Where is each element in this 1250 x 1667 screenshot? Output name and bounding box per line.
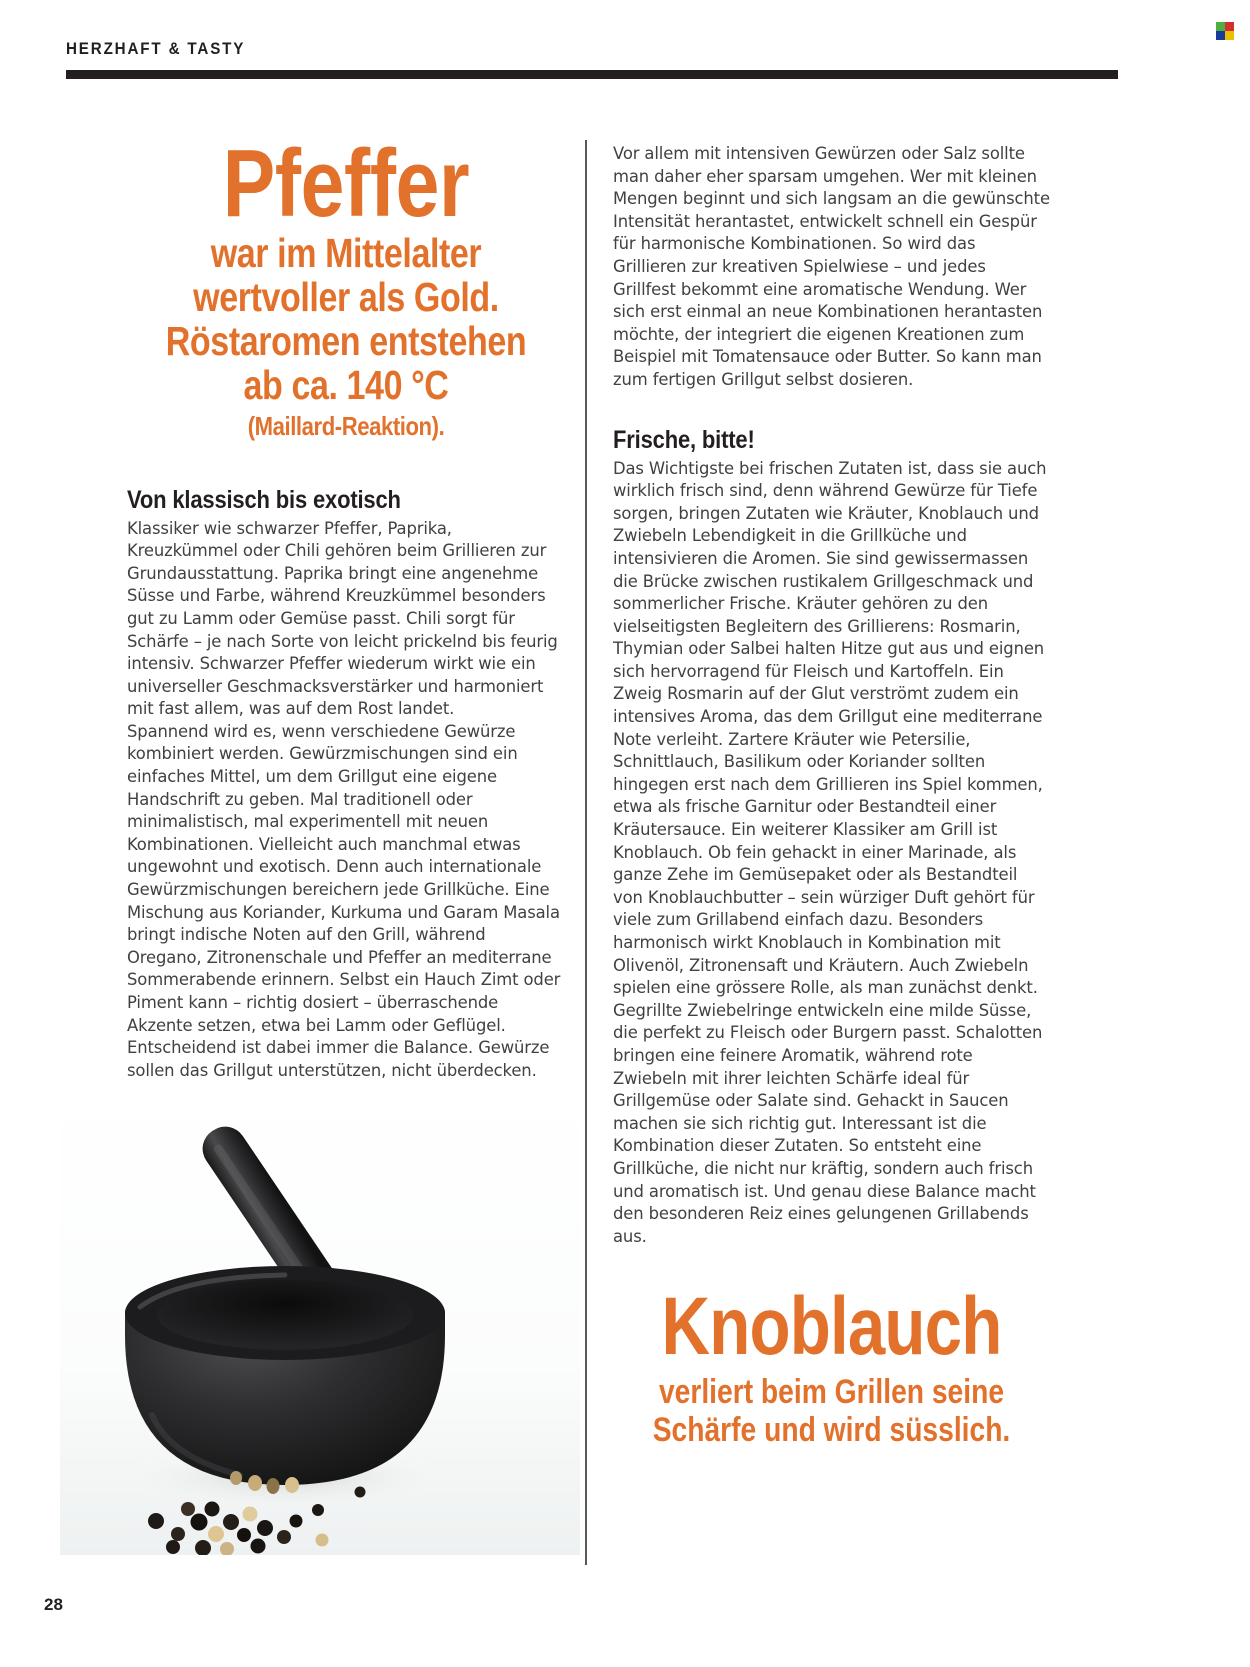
display-title-line1: Pfeffer <box>222 130 470 237</box>
paragraph: Entscheidend ist dabei immer die Balance. Gewürze sollen das Grillgut unterstützen, nicht überdecken. <box>127 1038 550 1080</box>
paragraph: Vor allem mit intensiven Gewürzen oder Salz sollte man daher eher sparsam umgehen. Wer mit kleinen Mengen beginnt und sich langsam an die gewünschte Intensität herantastet, entwickelt schnell ein Gespür für harmonische Kombinationen. So wird das Grillieren zur kreativen Spielwiese – und jedes Grillfest bekommt eine aromatische Wendung. Wer sich erst einmal an neue Kombinationen herantasten möchte, der integriert die eigenen Kreationen zum Beispiel mit Tomatensauce oder Butter. So kann man zum fertigen Grillgut selbst dosieren. <box>613 144 1050 389</box>
display-title-line2: war im Mittelalter wertvoller als Gold. Röstaromen entstehen ab ca. 140 °C <box>165 230 527 408</box>
section-kicker: HERZHAFT & TASTY <box>66 40 246 58</box>
section-heading-frische-bitte: Frische, bitte! <box>613 425 755 454</box>
color-registration-swatch-icon <box>1216 22 1234 40</box>
paragraph: Klassiker wie schwarzer Pfeffer, Paprika, Kreuzkümmel oder Chili gehören beim Grillieren zur Grundausstattung. Paprika bringt eine angenehme Süsse und Farbe, während Kreuzkümmel besonders gut zu Lamm oder Gemüse passt. Chili sorgt für Schärfe – je nach Sorte von leicht prickelnd bis feurig intensiv. Schwarzer Pfeffer wiederum wirkt wie ein universeller Geschmacksverstärker und harmoniert mit fast allem, was auf dem Rost landet. <box>127 518 558 719</box>
page-number: 28 <box>44 1595 63 1614</box>
right-column <box>613 143 1050 1450</box>
display-title-line3: (Maillard-Reaktion). <box>247 410 445 441</box>
mortar-and-pestle-photo <box>60 1085 580 1555</box>
paragraph: Spannend wird es, wenn verschiedene Gewürze kombiniert werden. Gewürzmischungen sind ein einfaches Mittel, um dem Grillgut eine eigene Handschrift zu geben. Mal traditionell oder minimalistisch, mal experimentell mit neuen Kombinationen. Vielleicht auch manchmal etwas ungewohnt und exotisch. Denn auch internationale Gewürzmischungen bereichern jede Grillküche. Eine Mischung aus Koriander, Kurkuma und Garam Masala bringt indische Noten auf den Grill, während Oregano, Zitronenschale und Pfeffer an mediterrane Sommerabende erinnern. Selbst ein Hauch Zimt oder Piment kann – richtig dosiert – überraschende Akzente setzen, etwa bei Lamm oder Geflügel. <box>127 721 561 1035</box>
section-heading-von-klassisch: Von klassisch bis exotisch <box>127 485 401 514</box>
header-rule <box>66 70 1118 79</box>
display-title-line1: Knoblauch <box>661 1281 1002 1373</box>
pfeffer-display-title <box>127 130 565 444</box>
paragraph: Das Wichtigste bei frischen Zutaten ist, dass sie auch wirklich frisch sind, denn während Gewürze für Tiefe sorgen, bringen Zutaten wie Kräuter, Knoblauch und Zwiebeln Lebendigkeit in die Grillküche und intensivieren die Aromen. Sie sind gewissermassen die Brücke zwischen rustikalem Grillgeschmack und sommerlicher Frische. Kräuter gehören zu den vielseitigsten Begleitern des Grillierens: Rosmarin, Thymian oder Salbei halten Hitze gut aus und eignen sich hervorragend für Fleisch und Kartoffeln. Ein Zweig Rosmarin auf der Glut verströmt zudem ein intensives Aroma, das dem Grillgut eine mediterrane Note verleiht. Zartere Kräuter wie Petersilie, Schnittlauch, Basilikum oder Koriander sollten hingegen erst nach dem Grillieren ins Spiel kommen, etwa als frische Garnitur oder Bestandteil einer Kräutersauce. Ein weiterer Klassiker am Grill ist Knoblauch. Ob fein gehackt in einer Marinade, als ganze Zehe im Gemüsepaket oder als Bestandteil von Knoblauchbutter – sein würziger Duft gehört für viele zum Grillabend einfach dazu. Besonders harmonisch wirkt Knoblauch in Kombination mit Olivenöl, Zitronensaft und Kräutern. Auch Zwiebeln spielen eine grössere Rolle, als man zunächst denkt. Gegrillte Zwiebelringe entwickeln eine milde Süsse, die perfekt zu Fleisch oder Burgern passt. Schalotten bringen eine feinere Aromatik, während rote Zwiebeln mit ihrer leichten Schärfe ideal für Grillgemüse oder Salate sind. Gehackt in Saucen machen sie sich richtig gut. Interessant ist die Kombination dieser Zutaten. So entsteht eine Grillküche, die nicht nur kräftig, sondern auch frisch und aromatisch ist. Und genau diese Balance macht den besonderen Reiz eines gelungenen Grillabends aus. <box>613 458 1047 1246</box>
left-column <box>127 130 565 1082</box>
display-title-line2: verliert beim Grillen seine Schärfe und wird süsslich. <box>652 1373 1011 1450</box>
column-divider <box>585 140 587 1565</box>
knoblauch-display-title <box>613 1281 1050 1450</box>
